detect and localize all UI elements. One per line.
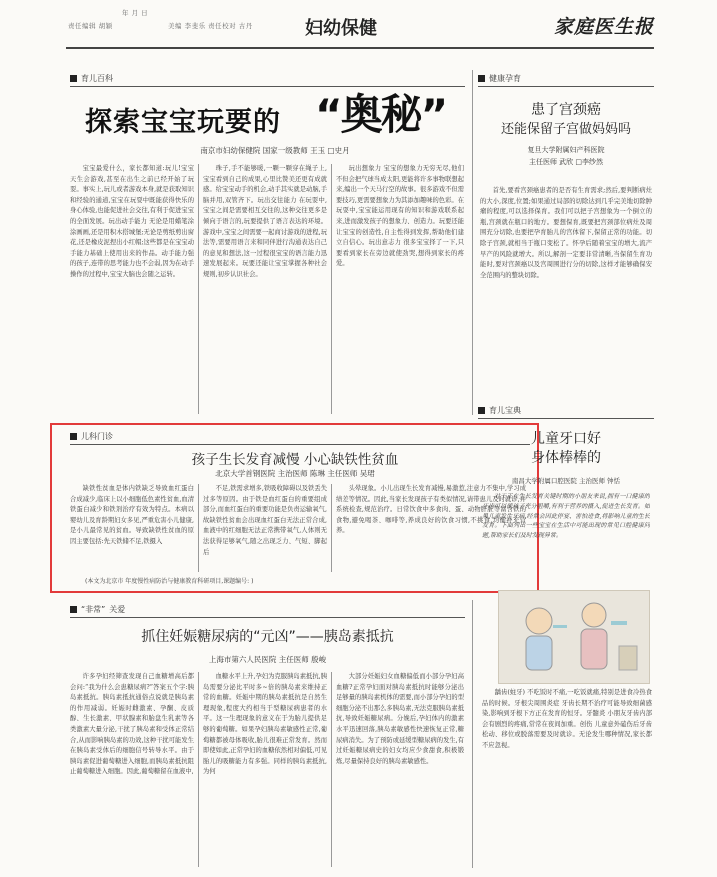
byline-diabetes: 上海市第六人民医院 主任医师 殷峻 bbox=[208, 655, 327, 664]
byline-play: 南京市妇幼保健院 国家一级教师 王玉 □史月 bbox=[200, 146, 350, 155]
anemia-footnote: (本文为北京市 年度慢性病防治与健康教育科研项目,课题编号: ) bbox=[85, 578, 254, 585]
rule bbox=[70, 617, 465, 618]
headline-teeth-1: 儿童牙口好 bbox=[531, 431, 601, 447]
article-cervical-body: 首先,要看宫颈癌患者的是否有生育需求;然后,要判断病灶的大小,深度,位置;如果通过局部的切除达到几乎完美地切除肿瘤的程度,可以选择保育。我们可以把子宫想象为一个倒立的瓶,宫颈就在瓶口的地方。要想保育,既要把宫颈部位病灶及周围充分切除,也要把孕育胎儿的宫体留下,保留正常的功能。切除子宫颈,就相当于瓶口变松了。怀孕后随着宝宝的增大,流产早产的风险就增大。所以,解剖一定要非常清晰,当保留生育功能时,要对宫颈癌以及宫周围进行分的切除,这样才能够确保安全范围内的整块切除。 bbox=[480, 187, 652, 279]
teeth-intro: 对于正在生长发育关键时期的小朋友来说,拥有一口健康的牙齿可以使孩子充分咀嚼,有利于营养的摄入,促进生长发育。如果儿童发生牙病,经常会因此停宴、害怕进食,将影响儿童的生长发育。下面列出一些宝宝在生活中可能出现的常见口腔健康问题,帮助家长们及时发现异常。 bbox=[482, 493, 650, 540]
masthead-rule bbox=[66, 47, 654, 49]
byline-cervical-2: 主任医师 武欣 □李纱然 bbox=[528, 158, 604, 166]
article-play-col1: 宝宝最爱什么，家长都知道:玩儿!宝宝天生会游戏,甚至在出生之前已经开始了玩耍。事实上,玩儿或者游戏本身,就是获取知识和经验的通道,宝宝在玩耍中既能获得快乐的身心体验,也能促进社会交往,有利于促进宝宝的全面发展。玩出动手能力 无论是用蜡笔涂涂画画,还是用积木搭城堡;无论是剪纸剪出窗花,还是橡皮泥捏出小红帽;这些都是在宝宝动手能力基础上使用出来的作品。动手能力强的孩子,连带的思考能力也不会弱,因为在动手操作的过程中,宝宝大脑也会随之运转。 bbox=[70, 165, 194, 278]
headline-cervical-2: 还能保留子宫做妈妈吗 bbox=[500, 122, 631, 137]
article-diabetes-col2: 血糖水平上升,孕妇为克服胰岛素抵抗,胰岛需要分泌比平时多~倍的胰岛素来维持正常的血糖。妊娠中期的胰岛素抵抗是自然生理现象,程度大约相当于型糖尿病患者的水平。这一生理现象的意义在于为胎儿提供足够的葡萄糖。如果孕妇胰岛素敏感性正常,葡萄糖都被母体吸收,胎儿很难正常发育。然而即使如此,正常孕妇的血糖依然相对偏低,可见胎儿的吸糖能力有多强。同样的胰岛素抵抗,为何 bbox=[203, 673, 327, 776]
paper-logo: 家庭医生报 bbox=[554, 16, 655, 38]
rule bbox=[478, 418, 654, 419]
children-brushing-teeth-illustration bbox=[499, 591, 649, 683]
masthead-editor: 责任编辑 胡颖 bbox=[68, 22, 113, 30]
tag-pediatrics: 儿科门诊 bbox=[70, 431, 113, 442]
tag-square-icon bbox=[70, 433, 77, 440]
tag-square-icon bbox=[70, 75, 77, 82]
article-anemia-col1: 缺铁性贫血是体内铁缺乏导致血红蛋白合成减少,临床上以小细胞低色素性贫血,血清铁蛋白减少和铁剂治疗有效为特点。本病以婴幼儿及育龄期妇女多见,严重危害小儿健康,是小儿最常见的贫血。导致缺铁性贫血的原因主要包括:先天铁储不足,铁摄入 bbox=[70, 485, 194, 545]
headline-anemia: 孩子生长发育减慢 小心缺铁性贫血 bbox=[191, 452, 399, 468]
headline-mystery: “奥秘” bbox=[315, 90, 447, 139]
tag-care: “非常” 关爱 bbox=[70, 604, 125, 615]
rule bbox=[478, 86, 654, 87]
tag-parenting: 育儿百科 bbox=[70, 73, 113, 84]
section-title: 妇幼保健 bbox=[305, 18, 377, 39]
article-anemia-col2: 不足,铁需求增多,铁吸收障碍以及铁丢失过多等原因。由于铁是血红蛋白的重要组成部分,而血红蛋白的重要功能是负责运输氧气,故缺铁性贫血会出现血红蛋白无法正常合成,血液中的红细胞无法正常携带氧气,人体则无法获得足够氧气,随之出现乏力、气短、脚起后 bbox=[203, 485, 327, 556]
column-rule bbox=[472, 70, 473, 415]
headline-play: 探索宝宝玩要的 bbox=[85, 107, 281, 138]
masthead-date: 年 月 日 bbox=[122, 9, 149, 17]
rule bbox=[70, 444, 530, 445]
article-diabetes-col1: 许多孕妇经筛查发现自己血糖增高后都会问:“我为什么会患糖尿病?”答案五个字:胰岛素抵抗。胰岛素抵抗通俗点说就是胰岛素的作用减弱。妊娠时雌激素、孕酮、皮质醇、生长激素、甲状腺素和胎盘生乳素等各类激素大量分泌,干扰了胰岛素和受体正常结合,从而影响胰岛素的功效,这种干扰可能发生在胰岛素受体后的细胞信号转导水平。由于胰岛素促进葡萄糖进入细胞,而胰岛素抵抗阻止葡萄糖进入细胞。因此,葡萄糖留在血液中, bbox=[70, 673, 194, 776]
article-teeth-body: 龋齿(蛀牙) 不吃饭时不痛,一吃饭就痛,特别是进食冷热食品的时候。牙根尖周围炎症 牙齿长期不治疗可能导致细菌感染,影响到牙根下方正在发育的恒牙。牙髓炎 小朋友牙齿内部会有剧烈的疼痛,常常在夜间加重。创伤 儿童意外磕伤后牙齿松动、移位或脱落需要及时就诊。无论发生哪种情况,家长都不应忽视。 bbox=[482, 689, 652, 749]
column-rule bbox=[331, 164, 332, 414]
headline-cervical-1: 患了宫颈癌 bbox=[531, 102, 601, 118]
article-play-col2: 珠子,手不能够暖,一颗一颗穿在绳子上,宝宝看到自己的成果,心里比赞美还更有成就感。给宝宝动手的机会,动手其实就是动脑,手脑并用,双管齐下。玩出交往能力 在玩耍中,宝宝之间是需要相互交往的,这种交往更多是倾向于语言的,玩要提供了语言表达的环境。游戏中,宝宝之间需要一起商讨游戏的进程,玩法等,需要用语言来和同伴进行沟通表达自己的意见和想法,这一过程很宝宝的语言能力迅速发展起来。玩要还能让宝宝掌握各种社会规则,初步认识社会。 bbox=[203, 165, 327, 278]
byline-anemia: 北京大学首钢医院 主治医师 陈琳 主任医师 吴珺 bbox=[215, 469, 375, 478]
column-rule bbox=[198, 164, 199, 414]
headline-diabetes: 抓住妊娠糖尿病的“元凶”——胰岛素抵抗 bbox=[141, 629, 394, 645]
column-rule bbox=[331, 672, 332, 867]
tag-square-icon bbox=[70, 606, 77, 613]
article-diabetes-col3: 大部分妊娠妇女血糖偏低而小部分孕妇高血糖?正常孕妇面对胰岛素抵抗时能够分泌出足够量的胰岛素机体的需要,而小部分孕妇的型细胞分泌不出那么多胰岛素,无法克服胰岛素抵抗,导致妊娠糖尿病。分娩后,孕妇体内的激素水平迅速回落,胰岛素敏感性快速恢复正常,糖尿病消失。为了预防或延缓型糖尿病的发生,有过妊娠糖尿病史的妇女均应少食甜食,积极锻炼,尽量保持良好的胰岛素敏感性。 bbox=[336, 673, 464, 765]
tag-baby-guide: 育儿宝典 bbox=[478, 405, 521, 416]
article-play-col3: 玩出想象力 宝宝的想象力无穷无尽,他们不但会把气球当成太阳,更能将许多事物联想起来,编出一个天马行空的故事。很多游戏不但需要技巧,更需要想象力为其添加趣味的色彩。在玩耍中,宝宝能运用现有的知识和游戏联系起来,进而激发孩子的想象力、创造力。玩要还能让宝宝的创造性,自主性得到发挥,帮助他们建立自信心。玩出意志力 很多宝宝择了一下,只要看到家长在旁边就使劲哭,想得到家长的疼爱。 bbox=[336, 165, 464, 268]
tag-square-icon bbox=[478, 75, 485, 82]
column-rule bbox=[472, 600, 473, 868]
headline-teeth-2: 身体棒棒的 bbox=[531, 450, 601, 466]
column-rule bbox=[198, 484, 199, 572]
article-anemia-col3: 头晕现象。小儿出现生长发育减慢,易激惹,注意力不集中,学习成绩差等情况。因此,当家长发现孩子有类似情况,请带患儿及时就诊,并系统检查,规范治疗。日常饮食中多食肉、蛋、动物肝脏等富含铁的食物,避免喝茶、咖啡等,养成良好的饮食习惯,不挑食,均衡补充营养。 bbox=[336, 485, 526, 535]
byline-cervical-1: 复旦大学附属妇产科医院 bbox=[527, 146, 605, 154]
tag-square-icon bbox=[478, 407, 485, 414]
column-rule bbox=[198, 672, 199, 867]
byline-teeth: 南昌大学附属口腔医院 主治医师 钟恬 bbox=[511, 477, 621, 485]
teeth-illustration bbox=[498, 590, 650, 684]
masthead-staff: 美编 李斐乐 责任校对 古丹 bbox=[168, 22, 253, 30]
tag-pregnancy: 健康孕育 bbox=[478, 73, 521, 84]
column-rule bbox=[331, 484, 332, 572]
